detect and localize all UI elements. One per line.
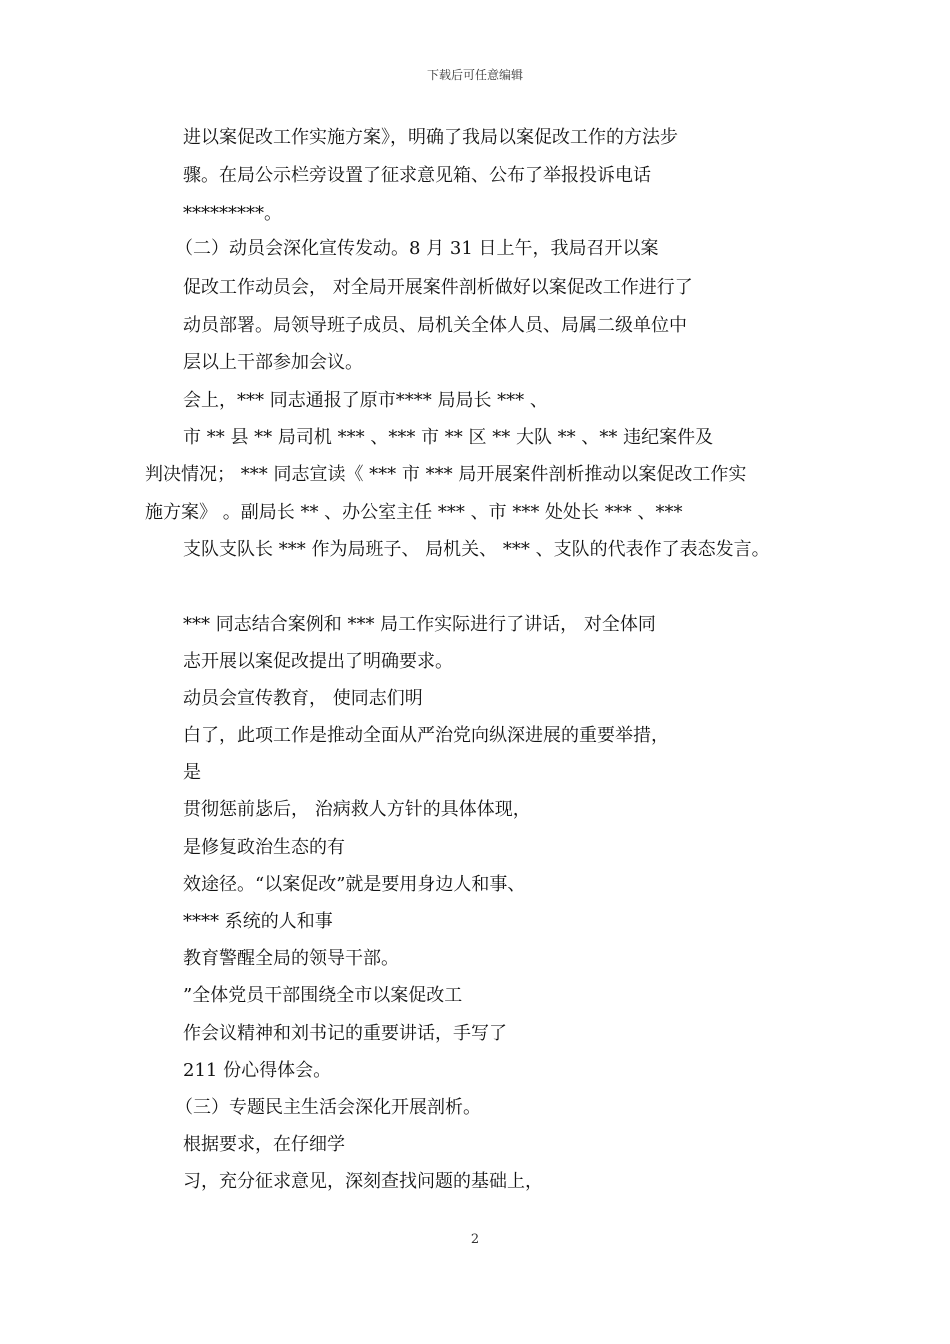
- text-line: 动员会宣传教育， 使同志们明: [183, 688, 423, 709]
- text-line: 会上，*** 同志通报了原市**** 局局长 *** 、: [183, 390, 548, 411]
- text-line: 志开展以案促改提出了明确要求。: [183, 651, 453, 672]
- text-line: 层以上干部参加会议。: [183, 352, 363, 373]
- text-line: 促改工作动员会， 对全局开展案件剖析做好以案促改工作进行了: [183, 277, 693, 298]
- text-line: （三）专题民主生活会深化开展剖析。: [175, 1097, 481, 1118]
- text-line: 进以案促改工作实施方案》，明确了我局以案促改工作的方法步: [183, 127, 678, 148]
- text-line: **** 系统的人和事: [183, 911, 333, 932]
- text-line: 施方案》 。副局长 ** 、办公室主任 *** 、市 *** 处处长 *** 、***: [145, 502, 683, 523]
- text-line: 骤。在局公示栏旁设置了征求意见箱、公布了举报投诉电话: [183, 165, 651, 186]
- text-line: 习，充分征求意见，深刻查找问题的基础上，: [183, 1171, 543, 1192]
- text-line: 作会议精神和刘书记的重要讲话，手写了: [183, 1023, 507, 1044]
- text-line: 根据要求，在仔细学: [183, 1134, 345, 1155]
- text-line: 211 份心得体会。: [183, 1060, 332, 1081]
- text-line: 是: [183, 762, 201, 783]
- text-line: 动员部署。局领导班子成员、局机关全体人员、局属二级单位中: [183, 315, 687, 336]
- text-line: 市 ** 县 ** 局司机 *** 、*** 市 ** 区 ** 大队 ** 、** 违纪案件及: [183, 427, 714, 448]
- text-line: *** 同志结合案例和 *** 局工作实际进行了讲话， 对全体同: [183, 614, 656, 635]
- text-line: 教育警醒全局的领导干部。: [183, 948, 399, 969]
- text-line: 效途径。“以案促改”就是要用身边人和事、: [183, 874, 526, 895]
- page-header: 下载后可任意编辑: [426, 68, 523, 82]
- text-line: 判决情况； *** 同志宣读《 *** 市 *** 局开展案件剖析推动以案促改工作实: [145, 464, 747, 485]
- text-line: 支队支队长 *** 作为局班子、 局机关、 *** 、支队的代表作了表态发言。: [183, 539, 770, 560]
- text-line: 贯彻惩前毖后， 治病救人方针的具体体现，: [183, 799, 531, 820]
- text-line: *********。: [183, 203, 282, 224]
- text-line: 是修复政治生态的有: [183, 837, 345, 858]
- text-line: ”全体党员干部围绕全市以案促改工: [183, 985, 463, 1006]
- text-line: 白了，此项工作是推动全面从严治党向纵深进展的重要举措，: [183, 725, 669, 746]
- page-number: 2: [470, 1232, 480, 1247]
- text-line: （二）动员会深化宣传发动。8 月 31 日上午，我局召开以案: [175, 238, 659, 259]
